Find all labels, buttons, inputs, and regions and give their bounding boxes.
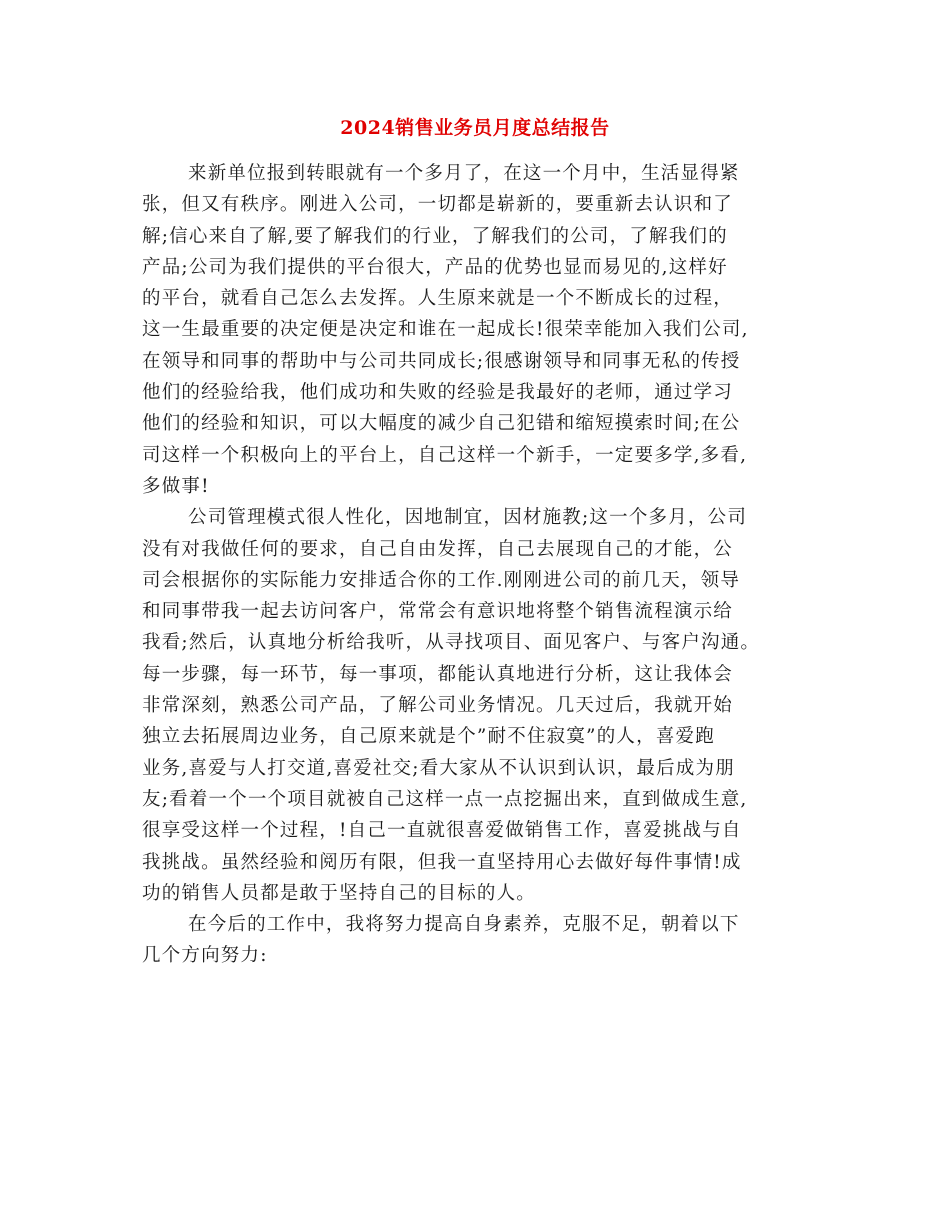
text-line: 独立去拓展周边业务，自己原来就是个”耐不住寂寞”的人，喜爱跑 [142,726,715,748]
text-line: 来新单位报到转眼就有一个多月了，在这一个月中，生活显得紧 [188,163,740,184]
text-line: 的平台，就看自己怎么去发挥。人生原来就是一个不断成长的过程， [142,288,734,310]
document-body [142,158,822,972]
paragraph-2 [142,502,822,909]
text-line: 几个方向努力: [142,945,268,967]
document-title: 2024销售业务员月度总结报告 [340,117,610,139]
text-line: 解;信心来自了解,要了解我们的行业，了解我们的公司，了解我们的 [142,225,728,247]
text-line: 张，但又有秩序。刚进入公司，一切都是崭新的，要重新去认识和了 [142,194,734,216]
text-line: 多做事! [142,475,210,497]
text-line: 我挑战。虽然经验和阅历有限，但我一直坚持用心去做好每件事情!成 [142,851,742,873]
text-line: 我看;然后，认真地分析给我听，从寻找项目、面见客户、与客户沟通。 [142,632,761,654]
text-line: 他们的经验和知识，可以大幅度的减少自己犯错和缩短摸索时间;在公 [142,413,741,435]
text-line: 公司管理模式很人性化，因地制宜，因材施教;这一个多月，公司 [188,507,748,529]
text-line: 在领导和同事的帮助中与公司共同成长;很感谢领导和同事无私的传授 [142,350,741,372]
text-line: 非常深刻，熟悉公司产品，了解公司业务情况。几天过后，我就开始 [142,695,734,717]
text-line: 这一生最重要的决定便是决定和谁在一起成长!很荣幸能加入我们公司, [142,319,749,341]
text-line: 在今后的工作中，我将努力提高自身素养，克服不足，朝着以下 [188,914,740,936]
text-line: 产品;公司为我们提供的平台很大，产品的优势也显而易见的,这样好 [142,256,728,278]
paragraph-1 [142,158,822,502]
text-line: 友;看着一个一个项目就被自己这样一点一点挖掘出来，直到做成生意, [142,788,748,810]
text-line: 每一步骤，每一环节，每一事项，都能认真地进行分析，这让我体会 [142,663,734,685]
text-line: 没有对我做任何的要求，自己自由发挥，自己去展现自己的才能，公 [142,538,734,560]
text-line: 和同事带我一起去访问客户，常常会有意识地将整个销售流程演示给 [142,601,734,623]
text-line: 司这样一个积极向上的平台上，自己这样一个新手，一定要多学,多看, [142,444,748,466]
text-line: 业务,喜爱与人打交道,喜爱社交;看大家从不认识到认识，最后成为朋 [142,757,735,779]
text-line: 司会根据你的实际能力安排适合你的工作.刚刚进公司的前几天，领导 [142,569,741,591]
text-line: 功的销售人员都是敢于坚持自己的目标的人。 [142,882,537,904]
text-line: 他们的经验给我，他们成功和失败的经验是我最好的老师，通过学习 [142,382,734,404]
paragraph-3 [142,909,822,972]
text-line: 很享受这样一个过程，!自己一直就很喜爱做销售工作，喜爱挑战与自 [142,820,742,842]
